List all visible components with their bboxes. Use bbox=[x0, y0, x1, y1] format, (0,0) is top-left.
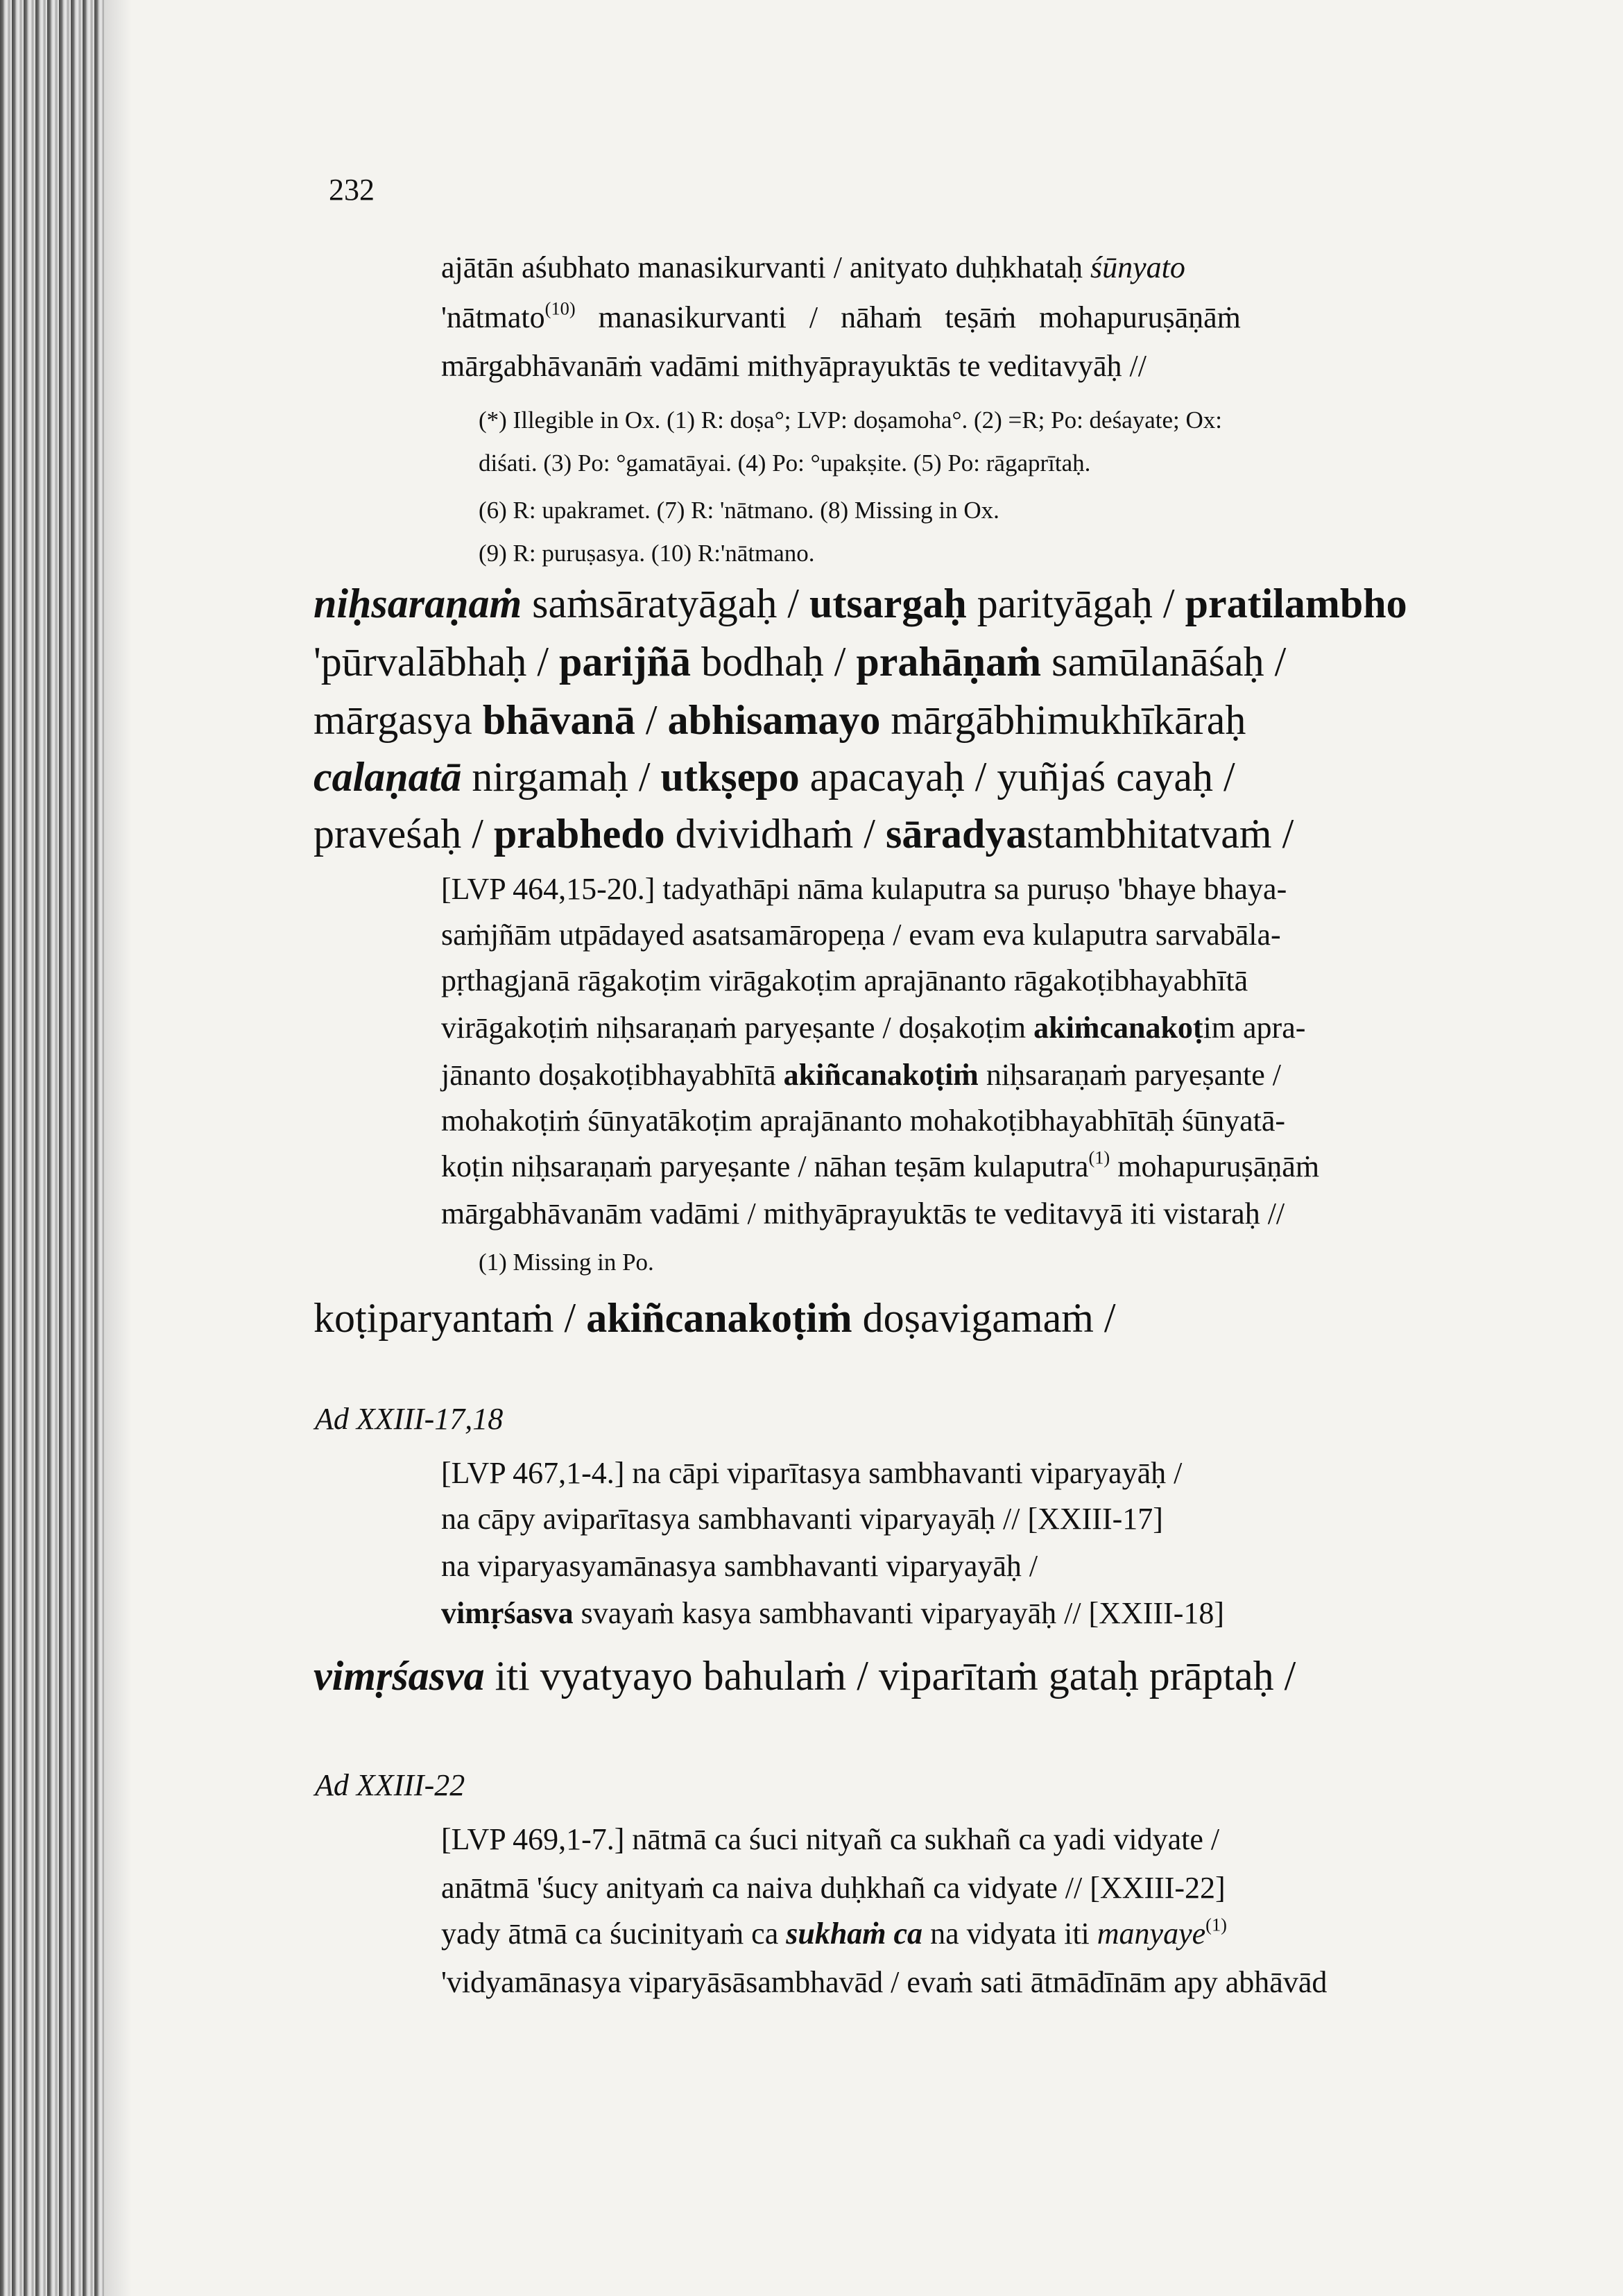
commentary-1-line-4 bbox=[314, 753, 1235, 801]
text-run: na viparyasyamānasya sambhavanti viparyayāḥ / bbox=[441, 1549, 1038, 1583]
lvp-464-footnote: (1) Missing in Po. bbox=[479, 1249, 654, 1276]
lvp-464-line-1 bbox=[441, 871, 1287, 907]
footnote-line-2: diśati. (3) Po: °gamatāyai. (4) Po: °upakṣite. (5) Po: rāgaprītaḥ. bbox=[479, 449, 1091, 477]
lvp-464-line-4 bbox=[441, 1010, 1305, 1045]
lvp-467-line-4 bbox=[441, 1595, 1224, 1631]
text-run: [LVP 469,1-7.] nātmā ca śuci nityañ ca sukhañ ca yadi vidyate / bbox=[441, 1822, 1220, 1856]
text-run: sāradya bbox=[885, 811, 1027, 857]
commentary-2 bbox=[314, 1294, 1116, 1342]
text-run: manyaye bbox=[1097, 1917, 1206, 1951]
lvp-467-line-1 bbox=[441, 1455, 1182, 1491]
text-run: (1) bbox=[1205, 1914, 1227, 1935]
lvp-469-line-4 bbox=[441, 1964, 1327, 2000]
commentary-1-line-5 bbox=[314, 810, 1294, 858]
commentary-1-line-1 bbox=[314, 580, 1407, 628]
text-run: / bbox=[635, 697, 668, 743]
text-run: samūlanāśaḥ / bbox=[1041, 639, 1287, 685]
lvp-464-line-8 bbox=[441, 1196, 1285, 1231]
text-run: dvividhaṁ / bbox=[664, 811, 886, 857]
text-run: nirgamaḥ / bbox=[461, 754, 661, 800]
text-run: prabhedo bbox=[493, 811, 665, 857]
text-run: abhisamayo bbox=[667, 697, 881, 743]
text-run: pratilambho bbox=[1185, 581, 1407, 626]
text-run: (1) bbox=[1088, 1147, 1110, 1168]
commentary-3 bbox=[314, 1652, 1296, 1700]
page-number: 232 bbox=[329, 173, 375, 207]
text-run: mārgābhimukhīkāraḥ bbox=[880, 697, 1246, 743]
section-heading-xxiii-22: Ad XXIII-22 bbox=[315, 1768, 465, 1802]
footnote-line-1: (*) Illegible in Ox. (1) R: doṣa°; LVP: doṣamoha°. (2) =R; Po: deśayate; Ox: bbox=[479, 406, 1222, 434]
top-passage-line-1: ajātān aśubhato manasikurvanti / anityato duḥkhataḥ śūnyato bbox=[441, 250, 1185, 284]
text-run: mohakoṭiṁ śūnyatākoṭim aprajānanto mohakoṭibhayabhītāḥ śūnyatā- bbox=[441, 1104, 1286, 1138]
text-run: svayaṁ kasya sambhavanti viparyayāḥ // [XXIII-18] bbox=[573, 1596, 1225, 1630]
text-run: vimṛśasva bbox=[314, 1653, 485, 1699]
text-run: koṭiparyantaṁ / bbox=[314, 1295, 587, 1341]
text-run: bodhaḥ / bbox=[691, 639, 857, 685]
text-run: 'pūrvalābhaḥ / bbox=[314, 639, 560, 685]
text-run: anātmā 'śucy anityaṁ ca naiva duḥkhañ ca vidyate // [XXIII-22] bbox=[441, 1871, 1226, 1905]
text-run: jānanto doṣakoṭibhayabhītā bbox=[441, 1058, 784, 1092]
text-run: calaṇatā bbox=[314, 754, 462, 800]
text-run: praveśaḥ / bbox=[314, 811, 494, 857]
scan-binding-edge bbox=[0, 0, 104, 2296]
commentary-1-line-3 bbox=[314, 696, 1246, 744]
lvp-469-line-2 bbox=[441, 1870, 1226, 1905]
text-run: mārgabhāvanām vadāmi / mithyāprayuktās te veditavyā iti vistaraḥ // bbox=[441, 1197, 1285, 1231]
text-run: parityāgaḥ / bbox=[966, 581, 1185, 626]
text-run: niḥsaraṇaṁ paryeṣante / bbox=[978, 1058, 1281, 1092]
lvp-469-line-1 bbox=[441, 1822, 1219, 1857]
lvp-464-line-7 bbox=[441, 1149, 1319, 1184]
text-run: sukhaṁ ca bbox=[786, 1917, 923, 1951]
text-run: niḥsaraṇaṁ bbox=[314, 581, 522, 626]
text-run: stambhitatvaṁ / bbox=[1027, 811, 1294, 857]
top-passage-line-2: 'nātmato$^{(10)}$ manasikurvanti / nāhaṁ teṣāṁ mohapuruṣāṇāṁ bbox=[441, 298, 1241, 334]
text-run: mārgasya bbox=[314, 697, 483, 743]
text-run: [LVP 467,1-4.] na cāpi viparītasya sambhavanti viparyayāḥ / bbox=[441, 1456, 1183, 1490]
text-run: vimṛśasva bbox=[441, 1596, 574, 1630]
text-run: na vidyata iti bbox=[922, 1917, 1097, 1951]
text-run: apacayaḥ / yuñjaś cayaḥ / bbox=[799, 754, 1235, 800]
text-run: koṭin niḥsaraṇaṁ paryeṣante / nāhan teṣām kulaputra bbox=[441, 1149, 1089, 1183]
text-run: yady ātmā ca śucinityaṁ ca bbox=[441, 1917, 787, 1951]
lvp-467-line-2 bbox=[441, 1501, 1163, 1536]
text-run: parijñā bbox=[559, 639, 692, 685]
text-run: 'vidyamānasya viparyāsāsambhavād / evaṁ sati ātmādīnām apy abhāvād bbox=[441, 1965, 1328, 1999]
text-run: utkṣepo bbox=[660, 754, 800, 800]
commentary-1-line-2 bbox=[314, 638, 1286, 686]
lvp-464-line-5 bbox=[441, 1057, 1281, 1093]
text-run: akiñcanakoṭiṁ bbox=[586, 1295, 852, 1341]
text-run: akiṁcanakoṭ bbox=[1033, 1011, 1203, 1045]
lvp-464-line-6 bbox=[441, 1103, 1285, 1138]
text-run: bhāvanā bbox=[482, 697, 635, 743]
text-run: [LVP 464,15-20.] tadyathāpi nāma kulaputra sa puruṣo 'bhaye bhaya- bbox=[441, 872, 1287, 906]
text-run: doṣavigamaṁ / bbox=[852, 1295, 1116, 1341]
lvp-469-line-3 bbox=[441, 1916, 1227, 1951]
lvp-464-line-3 bbox=[441, 963, 1248, 998]
text-run: pṛthagjanā rāgakoṭim virāgakoṭim aprajānanto rāgakoṭibhayabhītā bbox=[441, 963, 1248, 997]
lvp-467-line-3 bbox=[441, 1548, 1038, 1584]
text-run: na cāpy aviparītasya sambhavanti viparyayāḥ // [XXIII-17] bbox=[441, 1502, 1163, 1536]
text-run: mohapuruṣāṇāṁ bbox=[1110, 1149, 1320, 1183]
text-run: saṁsāratyāgaḥ / bbox=[522, 581, 809, 626]
text-run: akiñcanakoṭiṁ bbox=[783, 1058, 979, 1092]
footnote-line-4: (9) R: puruṣasya. (10) R:'nātmano. bbox=[479, 540, 815, 567]
text-run: saṁjñām utpādayed asatsamāropeṇa / evam eva kulaputra sarvabāla- bbox=[441, 918, 1281, 952]
text-run: utsargaḥ bbox=[809, 581, 967, 626]
text-run: virāgakoṭiṁ niḥsaraṇaṁ paryeṣante / doṣakoṭim bbox=[441, 1011, 1034, 1045]
text-run: im apra- bbox=[1203, 1011, 1306, 1045]
footnote-line-3: (6) R: upakramet. (7) R: 'nātmano. (8) Missing in Ox. bbox=[479, 497, 999, 524]
scan-edge-shadow bbox=[104, 0, 132, 2296]
section-heading-xxiii-17-18: Ad XXIII-17,18 bbox=[315, 1402, 504, 1436]
text-run: iti vyatyayo bahulaṁ / viparītaṁ gataḥ prāptaḥ / bbox=[484, 1653, 1296, 1699]
top-passage-line-3: mārgabhāvanāṁ vadāmi mithyāprayuktās te veditavyāḥ // bbox=[441, 349, 1147, 383]
lvp-464-line-2 bbox=[441, 917, 1281, 952]
text-run: prahāṇaṁ bbox=[856, 639, 1042, 685]
